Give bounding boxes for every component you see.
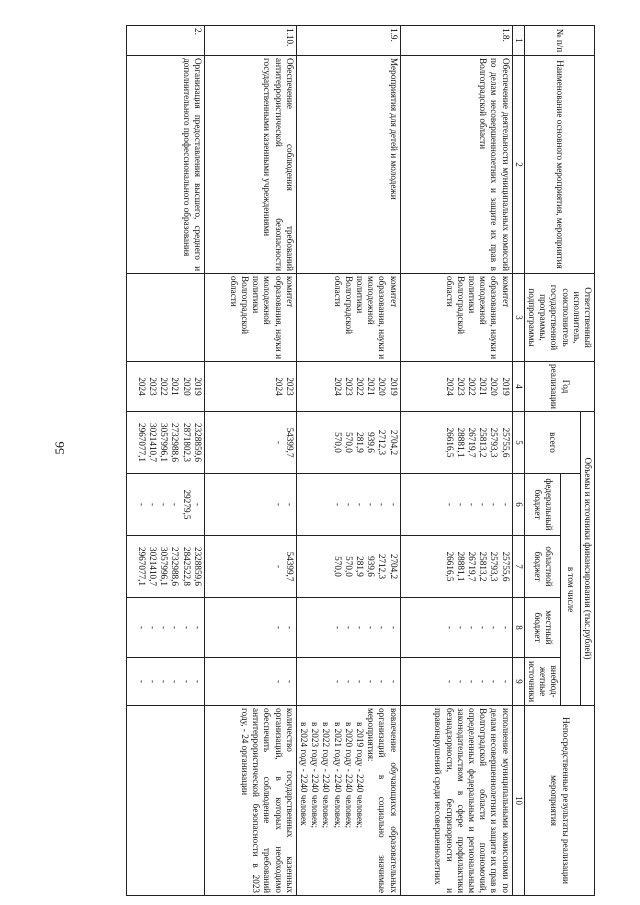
- row-result: исполнение муниципальными комиссиями по делам несовершеннолетних и защите их прав в Волгоградской области полномочий, определенных федеральным и региональным законодательством в сфере профилактики безнадзорности, беспризорности и правонарушений среди несовершеннолетних: [400, 706, 512, 896]
- extra-value: -: [284, 679, 295, 684]
- col-number: 3: [512, 274, 524, 362]
- header-name: Наименование основного мероприятия, мероприятия: [524, 56, 594, 274]
- extra-value: -: [192, 679, 203, 684]
- federal-value: -: [377, 502, 388, 507]
- regional-value: 25755,6: [500, 551, 511, 582]
- years-value: 2019: [388, 377, 399, 396]
- regional-value: 2704,2: [388, 553, 399, 580]
- row-years: [400, 362, 512, 412]
- total-value: 570,0: [332, 432, 343, 453]
- federal-value: -: [388, 502, 399, 507]
- row-local: [400, 598, 512, 658]
- col-number: 5: [512, 412, 524, 474]
- total-value: 25755,6: [500, 427, 511, 458]
- federal-value: -: [366, 502, 377, 507]
- regional-value: 25813,2: [478, 551, 489, 582]
- header-result: Непосредственные результаты реализации мероприятия: [524, 706, 594, 896]
- federal-value: -: [159, 502, 170, 507]
- total-value: 2704,2: [388, 429, 399, 456]
- row-local: [126, 598, 204, 658]
- result-line: в 2024 году - 2240 человек: [298, 722, 309, 826]
- row-local: [296, 598, 400, 658]
- row-result: [126, 706, 204, 896]
- federal-value: -: [355, 502, 366, 507]
- total-value: 939,6: [366, 432, 377, 453]
- col-number: 1: [512, 26, 524, 56]
- regional-value: 2328859,6: [192, 546, 203, 587]
- years-value: 2020: [377, 377, 388, 396]
- federal-value: -: [444, 502, 455, 507]
- extra-value: -: [366, 679, 377, 684]
- regional-value: 26719,7: [467, 551, 478, 582]
- local-value: -: [355, 625, 366, 630]
- extra-value: -: [444, 679, 455, 684]
- row-responsible: комитет образования, науки и молодежной политики Волгоградской области: [296, 274, 400, 362]
- years-value: 2021: [170, 377, 181, 396]
- header-year: Год реализации: [524, 362, 594, 412]
- result-intro: вовлечение обучающихся образовательных организаций в социально значимые мероприятия:: [366, 708, 399, 894]
- total-value: 26719,7: [467, 427, 478, 458]
- total-value: 25813,2: [478, 427, 489, 458]
- total-value: 2732988,6: [170, 422, 181, 463]
- regional-value: 26616,5: [444, 551, 455, 582]
- total-value: 3021410,7: [147, 422, 158, 463]
- local-value: -: [147, 625, 158, 630]
- extra-value: -: [181, 679, 192, 684]
- regional-value: 2967077,1: [136, 546, 147, 587]
- row-regional: [400, 536, 512, 598]
- federal-value: -: [332, 502, 343, 507]
- federal-value: -: [170, 502, 181, 507]
- row-name: Обеспечение деятельности муниципальных комиссий по делам несовершеннолетних и защите их прав в Волгоградской области: [400, 56, 512, 274]
- row-extra: [126, 658, 204, 706]
- extra-value: -: [273, 679, 284, 684]
- header-local: местный бюджет: [524, 598, 561, 658]
- years-value: 2019: [192, 377, 203, 396]
- row-regional: [204, 536, 296, 598]
- header-regional: областной бюджет: [524, 536, 561, 598]
- row-federal: [400, 474, 512, 536]
- row-regional: [296, 536, 400, 598]
- total-value: 570,0: [343, 432, 354, 453]
- extra-value: -: [159, 679, 170, 684]
- federal-value: -: [478, 502, 489, 507]
- row-name: Организация предоставления высшего, среднего и дополнительного профессионального образования: [126, 56, 204, 274]
- local-value: -: [377, 625, 388, 630]
- federal-value: -: [192, 502, 203, 507]
- row-years: [296, 362, 400, 412]
- local-value: -: [159, 625, 170, 630]
- header-extra: внебюд-жетные источники: [524, 658, 561, 706]
- years-value: 2022: [467, 377, 478, 396]
- table-row: [204, 26, 296, 896]
- row-regional: [126, 536, 204, 598]
- row-number: 1.9.: [296, 26, 400, 56]
- years-value: 2023: [284, 377, 295, 396]
- total-value: 54399,7: [284, 427, 295, 458]
- table-row: [126, 26, 204, 896]
- regional-value: 2712,3: [377, 553, 388, 580]
- header-responsible: Ответственный исполнитель, соисполнитель государственной программы, подпрограммы: [524, 274, 594, 362]
- table-row: [296, 26, 400, 896]
- years-value: 2023: [147, 377, 158, 396]
- row-total: [296, 412, 400, 474]
- row-extra: [204, 658, 296, 706]
- total-value: 2967077,1: [136, 422, 147, 463]
- extra-value: -: [147, 679, 158, 684]
- row-total: [400, 412, 512, 474]
- program-table: [126, 25, 595, 896]
- row-local: [204, 598, 296, 658]
- extra-value: -: [136, 679, 147, 684]
- result-line: в 2023 году - 2240 человек;: [310, 722, 321, 829]
- years-value: 2022: [159, 377, 170, 396]
- row-responsible: комитет образования, науки и молодежной политики Волгоградской области: [400, 274, 512, 362]
- years-value: 2022: [355, 377, 366, 396]
- row-years: [204, 362, 296, 412]
- total-value: 281,9: [355, 432, 366, 453]
- row-responsible: [126, 274, 204, 362]
- local-value: -: [343, 625, 354, 630]
- federal-value: 29279,5: [181, 489, 192, 520]
- row-number: 2.: [126, 26, 204, 56]
- header-incl: в том числе: [561, 474, 580, 706]
- extra-value: -: [489, 679, 500, 684]
- federal-value: -: [343, 502, 354, 507]
- regional-value: 2732988,6: [170, 546, 181, 587]
- local-value: -: [284, 625, 295, 630]
- result-line: в 2021 году - 2240 человек;: [332, 722, 343, 829]
- col-number: 4: [512, 362, 524, 412]
- row-result: количество государственных казенных организаций, в которых необходимо обеспечить соблюдение требований антитеррористической безопасности в 2023 году, - 24 организации: [204, 706, 296, 896]
- local-value: -: [170, 625, 181, 630]
- header-federal: федеральный бюджет: [524, 474, 561, 536]
- row-extra: [400, 658, 512, 706]
- result-line: в 2020 году - 2240 человек;: [343, 722, 354, 829]
- table-row: [400, 26, 512, 896]
- header-num: № п/п: [524, 26, 594, 56]
- page-number: 56: [52, 441, 67, 455]
- federal-value: -: [284, 502, 295, 507]
- row-years: [126, 362, 204, 412]
- row-total: [204, 412, 296, 474]
- federal-value: -: [500, 502, 511, 507]
- extra-value: -: [170, 679, 181, 684]
- regional-value: 25793,3: [489, 551, 500, 582]
- row-responsible: комитет образования, науки и молодежной политики Волгоградской области: [204, 274, 296, 362]
- extra-value: -: [500, 679, 511, 684]
- row-number: 1.10.: [204, 26, 296, 56]
- local-value: -: [181, 625, 192, 630]
- local-value: -: [478, 625, 489, 630]
- header-funding: Объемы и источники финансирования (тыс.рублей): [580, 412, 594, 706]
- extra-value: -: [388, 679, 399, 684]
- header-total: всего: [524, 412, 580, 474]
- local-value: -: [388, 625, 399, 630]
- total-value: 28881,1: [455, 427, 466, 458]
- rotated-table-wrapper: [135, 25, 595, 895]
- result-line: в 2022 году - 2240 человек;: [321, 722, 332, 829]
- federal-value: -: [467, 502, 478, 507]
- extra-value: -: [332, 679, 343, 684]
- years-value: 2020: [181, 377, 192, 396]
- total-value: 3057996,1: [159, 422, 170, 463]
- federal-value: -: [136, 502, 147, 507]
- extra-value: -: [343, 679, 354, 684]
- local-value: -: [273, 625, 284, 630]
- row-number: 1.8.: [400, 26, 512, 56]
- regional-value: 939,6: [366, 556, 377, 577]
- regional-value: -: [273, 564, 284, 569]
- local-value: -: [444, 625, 455, 630]
- total-value: -: [273, 440, 284, 445]
- extra-value: -: [377, 679, 388, 684]
- col-number: 9: [512, 658, 524, 706]
- extra-value: -: [467, 679, 478, 684]
- years-value: 2021: [366, 377, 377, 396]
- local-value: -: [332, 625, 343, 630]
- years-value: 2021: [478, 377, 489, 396]
- years-value: 2023: [455, 377, 466, 396]
- federal-value: -: [455, 502, 466, 507]
- col-number: 6: [512, 474, 524, 536]
- col-number: 10: [512, 706, 524, 896]
- extra-value: -: [478, 679, 489, 684]
- column-number-row: [512, 26, 524, 896]
- total-value: 2712,3: [377, 429, 388, 456]
- regional-value: 3057996,1: [159, 546, 170, 587]
- federal-value: -: [147, 502, 158, 507]
- local-value: -: [489, 625, 500, 630]
- extra-value: -: [455, 679, 466, 684]
- row-federal: [296, 474, 400, 536]
- row-result: [296, 706, 400, 896]
- federal-value: -: [273, 502, 284, 507]
- years-value: 2024: [332, 377, 343, 396]
- col-number: 7: [512, 536, 524, 598]
- local-value: -: [192, 625, 203, 630]
- regional-value: 3021410,7: [147, 546, 158, 587]
- row-federal: [204, 474, 296, 536]
- row-name: Обеспечение соблюдения требований антитеррористической безопасности государственными казенными учреждениями: [204, 56, 296, 274]
- total-value: 25793,3: [489, 427, 500, 458]
- row-extra: [296, 658, 400, 706]
- local-value: -: [467, 625, 478, 630]
- local-value: -: [455, 625, 466, 630]
- total-value: 26616,5: [444, 427, 455, 458]
- result-line: в 2019 году - 2240 человек;: [355, 722, 366, 829]
- years-value: 2019: [500, 377, 511, 396]
- regional-value: 28881,1: [455, 551, 466, 582]
- years-value: 2020: [489, 377, 500, 396]
- extra-value: -: [355, 679, 366, 684]
- row-name: Мероприятия для детей и молодежи: [296, 56, 400, 274]
- col-number: 8: [512, 598, 524, 658]
- row-federal: [126, 474, 204, 536]
- local-value: -: [136, 625, 147, 630]
- total-value: 2871802,3: [181, 422, 192, 463]
- local-value: -: [500, 625, 511, 630]
- table-body: [126, 26, 512, 896]
- regional-value: 281,9: [355, 556, 366, 577]
- years-value: 2024: [444, 377, 455, 396]
- years-value: 2024: [136, 377, 147, 396]
- regional-value: 570,0: [332, 556, 343, 577]
- regional-value: 54399,7: [284, 551, 295, 582]
- years-value: 2024: [273, 377, 284, 396]
- years-value: 2023: [343, 377, 354, 396]
- local-value: -: [366, 625, 377, 630]
- row-total: [126, 412, 204, 474]
- col-number: 2: [512, 56, 524, 274]
- regional-value: 2842522,8: [181, 546, 192, 587]
- total-value: 2328859,6: [192, 422, 203, 463]
- federal-value: -: [489, 502, 500, 507]
- regional-value: 570,0: [343, 556, 354, 577]
